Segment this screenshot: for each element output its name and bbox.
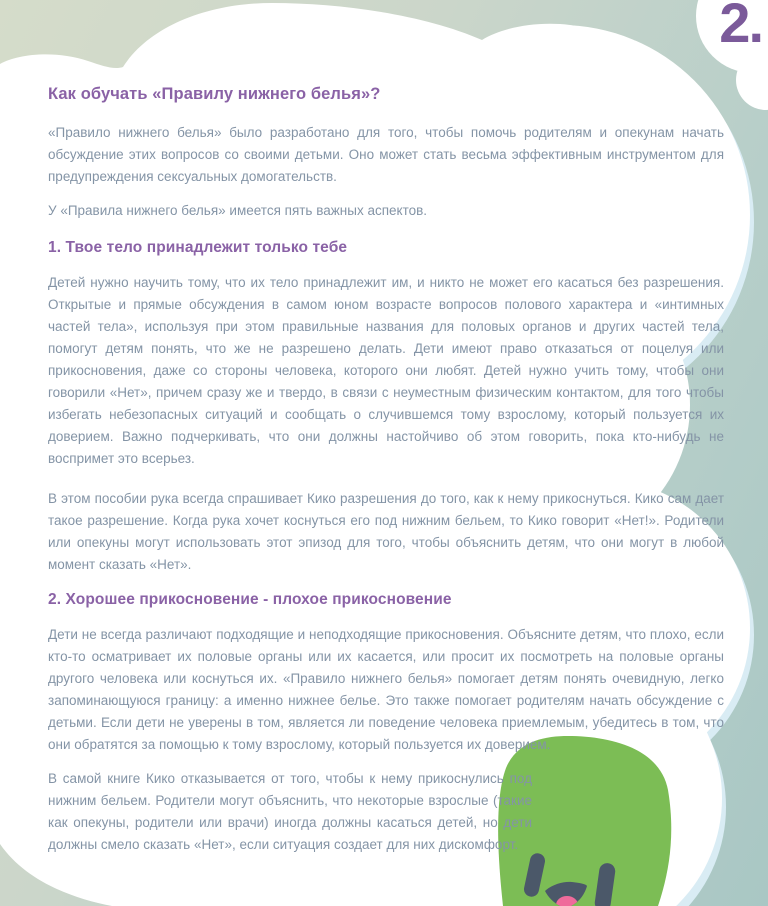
intro-paragraph-2: У «Правила нижнего белья» имеется пять важных аспектов. bbox=[48, 203, 428, 218]
page-title: Как обучать «Правилу нижнего белья»? bbox=[48, 85, 381, 103]
section-2-paragraph-1: Дети не всегда различают подходящие и неподходящие прикосновения. Объясните детям, что плохо, если кто-то осматривает их половые органы или их касается, или просит их посмотреть на половые органы другого человека или коснуться их. «Правило нижнего белья» помогает детям понять очевидную, легко запоминающуюся границу: а именно нижнее белье. Это также помогает родителям начать обсуждение с детьми. Если дети не уверены в том, является ли поведение человека приемлемым, убедитесь в том, что они обратятся за помощью к тому взрослому, который пользуется их доверием. bbox=[48, 627, 724, 752]
section-2-paragraph-2: В самой книге Кико отказывается от того, чтобы к нему прикоснулись под нижним бельем. Родители могут объяснить, что некоторые взрослые (такие как опекуны, родители или врачи) иногда должны касаться детей, но дети должны смело сказать «Нет», если ситуация создает для них дискомфорт. bbox=[48, 771, 532, 852]
section-1-paragraph-2: В этом пособии рука всегда спрашивает Кико разрешения до того, как к нему прикоснуться. Кико сам дает такое разрешение. Когда рука хочет коснуться его под нижним бельем, то Кико говорит «Нет!». Родители или опекуны могут использовать этот эпизод для того, чтобы объяснить детям, что они могут в любой момент сказать «Нет». bbox=[48, 491, 724, 572]
section-1-paragraph-1: Детей нужно научить тому, что их тело принадлежит им, и никто не может его касаться без разрешения. Открытые и прямые обсуждения в самом юном возрасте вопросов полового характера и «интимных частей тела», используя при этом правильные названия для половых органов и других частей тела, помогут детям понять, что же не разрешено делать. Дети имеют право отказаться от поцелуя или прикосновения, даже со стороны человека, которого они любят. Детей нужно учить тому, чтобы они говорили «Нет», причем сразу же и твердо, в связи с неуместным физическим контактом, для того чтобы избегать небезопасных ситуаций и сообщать о случившемся тому взрослому, который пользуется их доверием. Важно подчеркивать, что они должны настойчиво об этом говорить, пока кто-нибудь не воспримет это всерьез. bbox=[48, 275, 724, 466]
section-2-heading: 2. Хорошее прикосновение - плохое прикосновение bbox=[48, 591, 452, 608]
page-number: 2. bbox=[719, 0, 762, 54]
page-content bbox=[48, 84, 724, 856]
section-1-heading: 1. Твое тело принадлежит только тебе bbox=[48, 239, 348, 256]
intro-paragraph-1: «Правило нижнего белья» было разработано для того, чтобы помочь родителям и опекунам начать обсуждение этих вопросов со своими детьми. Оно может стать весьма эффективным инструментом для предупреждения сексуальных домогательств. bbox=[48, 125, 724, 184]
